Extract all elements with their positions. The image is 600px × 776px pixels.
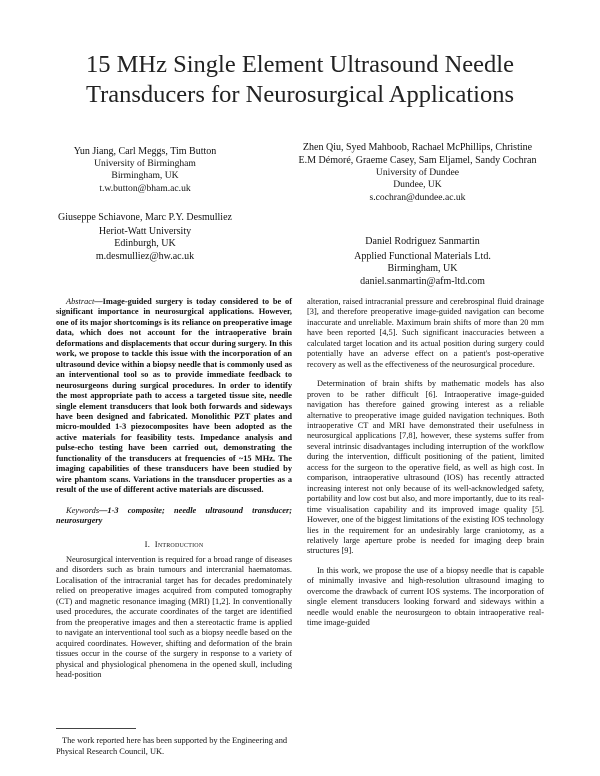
body-paragraph: alteration, raised intracranial pressure and cerebrospinal fluid drainage [3], and therefore preoperative image-guided navigation can become inaccurate and unreliable. Maximum brain shifts of more than 20 mm have been reported [4,5]. Such significant inaccuracies between a calculated target location and its actual position during surgery could potentially have an adverse effect on a patient's post-operative recovery as well as the effectiveness of the neurosurgical procedure.	[307, 297, 544, 369]
author-block-dundee	[295, 142, 540, 204]
author-email: t.w.button@bham.ac.uk	[99, 182, 191, 194]
author-block-afm	[300, 236, 545, 288]
author-email: m.desmulliez@hw.ac.uk	[95, 250, 195, 262]
left-column	[56, 297, 292, 680]
author-block-birmingham	[40, 146, 250, 195]
keywords-label: Keywords	[66, 505, 100, 515]
paper-title: 15 MHz Single Element Ultrasound Needle Transducers for Neurosurgical Applications	[86, 51, 514, 108]
right-column	[307, 297, 544, 629]
author-email: s.cochran@dundee.ac.uk	[369, 191, 466, 203]
affiliation-line: Birmingham, UK	[111, 170, 179, 182]
affiliation-line: Dundee, UK	[393, 179, 442, 191]
author-names: Zhen Qiu, Syed Mahboob, Rachael McPhillips, Christine E.M Démoré, Graeme Casey, Sam Eljamel, Sandy Cochran	[298, 142, 537, 166]
section-title: Introduction	[154, 538, 204, 549]
author-names: Giuseppe Schiavone, Marc P.Y. Desmulliez	[58, 212, 232, 223]
affiliation-line: Birmingham, UK	[387, 263, 458, 275]
affiliation-line: Edinburgh, UK	[114, 238, 176, 250]
author-block-heriot-watt	[40, 212, 250, 263]
abstract-text: —Image-guided surgery is today considered to be of significant importance in neurosurgical applications. However, one of its major shortcomings is its reliance on preoperative image data, which does not account for the intraoperative brain deformations and displacements that occur during surgery. In this work, we propose to tackle this issue with the incorporation of an ultrasound device within a biopsy needle that is commonly used as an interventional tool so as to provide immediate feedback to neurosurgeons during surgical procedures. In order to identify the most appropriate path to access a targeted tissue site, needle single element transducers that look both forwards and sideways have been designed and fabricated. Monolithic PZT plates and micro-moulded 1-3 piezocomposites have been adopted as the active materials for feasibility tests. Impedance analysis and pulse-echo testing have been carried out, demonstrating the functionality of the transducers at frequencies of ~15 MHz. The imaging capabilities of these transducers have been studied by wire phantom scans. Variations in the transducer properties as a result of the use of different active materials are discussed.	[56, 297, 292, 495]
abstract	[56, 297, 292, 496]
affiliation-line: Heriot-Watt University	[98, 226, 192, 238]
keywords	[56, 506, 292, 527]
keywords-text: —1-3 composite; needle ultrasound transducer; neurosurgery	[56, 505, 292, 526]
body-paragraph: Determination of brain shifts by mathematic models has also proven to be rather difficult [6]. Intraoperative image-guided navigation has therefore gained growing interest as a reliable alternative to preoperative image guided navigation techniques. Both intraoperative CT and MRI have demonstrated their usefulness in neurosurgical applications [7,8], however, these systems suffer from several intrinsic disadvantages including interruption of the workflow during the intervention, difficult positioning of the patient, limited access for the surgeon to the operative field, as well as high cost. In comparison, intraoperative ultrasound (IOS) has recently attracted increasing interest not only because of its well-acknowledged safety, portability and low cost but also, and more importantly, due to its real-time visualisation capability and its improved image quality [5]. However, one of the biggest limitations of the existing IOS technology lies in the requirement for an undesirably large craniotomy, as a relatively large aperture probe is needed for imaging deep brain structures [9].	[307, 379, 544, 556]
affiliation-line: University of Dundee	[375, 167, 460, 179]
body-paragraph: In this work, we propose the use of a biopsy needle that is capable of minimally invasive and high-resolution ultrasound imaging to overcome the drawback of current IOS systems. The incorporation of single element transducers looking forward and sideways within a needle would enable the neurosurgeon to obtain intraoperative real-time image-guided	[307, 565, 544, 628]
abstract-label: Abstract	[66, 297, 95, 306]
footnote: The work reported here has been supported by the Engineering and Physical Research Council, UK.	[56, 736, 288, 756]
author-names: Yun Jiang, Carl Meggs, Tim Button	[73, 146, 217, 157]
intro-paragraph: Neurosurgical intervention is required for a broad range of diseases and disorders such as brain tumours and intercranial haematomas. Localisation of the intracranial target has for decades predominately relied on preoperative images acquired from computed tomography (CT) and magnetic resonance imaging (MRI) [1,2]. In conventionally used procedures, the accurate coordinates of the target are identified from the preoperative images and then a stereotactic frame is applied to navigate an interventional tool such as a biopsy needle based on the acquired coordinates. However, shifting and deformation of the brain tissues occur in the course of the surgery in response to a variety of physical and physiological phenomena in the opened skull, including head-position	[56, 554, 292, 679]
section-heading	[56, 539, 292, 549]
footnote-divider	[56, 728, 136, 729]
author-names: Daniel Rodriguez Sanmartin	[365, 236, 480, 247]
author-email: daniel.sanmartin@afm-ltd.com	[360, 275, 485, 287]
affiliation-line: University of Birmingham	[94, 158, 196, 170]
section-number: I.	[144, 538, 151, 549]
affiliation-line: Applied Functional Materials Ltd.	[354, 250, 491, 262]
